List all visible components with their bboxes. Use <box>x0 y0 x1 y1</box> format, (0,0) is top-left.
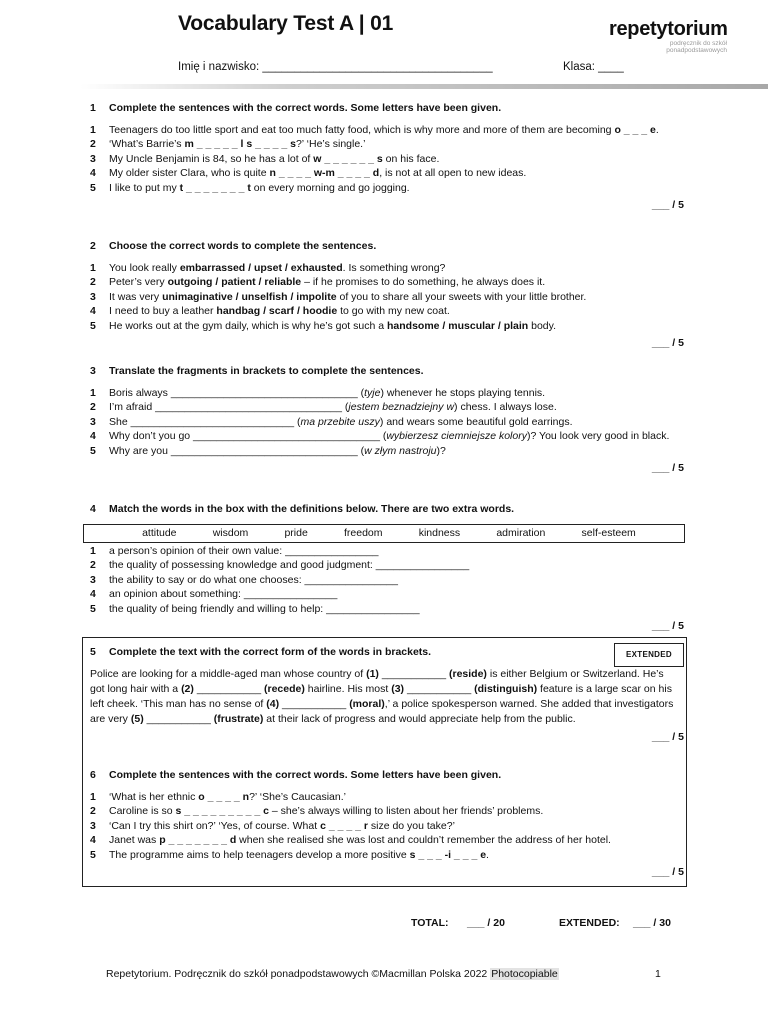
bold-fragment: s _ _ _ -i _ _ _ e <box>409 848 487 861</box>
text-fragment: My older sister Clara, who is quite <box>109 167 270 179</box>
text-fragment: ‘Can I try this shirt on?’ ‘Yes, of course. What <box>109 819 321 832</box>
item-number: 3 <box>90 819 96 832</box>
item-number: 3 <box>90 290 96 303</box>
header-divider <box>80 84 768 89</box>
exercise-item <box>90 386 684 401</box>
bold-fragment: c _ _ _ _ r <box>320 819 368 832</box>
text-fragment: . Is something wrong? <box>342 261 446 274</box>
text-fragment: You look really <box>109 261 180 274</box>
item-number: 5 <box>90 181 96 194</box>
bold-fragment: outgoing / patient / reliable <box>167 276 302 288</box>
text-fragment: She ____________________________ ( <box>109 415 301 428</box>
exercise-item <box>90 319 684 334</box>
bold-fragment: n _ _ _ _ w-m _ _ _ _ d <box>269 167 380 179</box>
exercise-items <box>90 123 684 196</box>
text-fragment: hairline. His most <box>304 682 392 695</box>
word-box-item: self-esteem <box>581 527 636 540</box>
text-fragment: at their lack of progress and would appreciate help from the public. <box>263 712 576 725</box>
text-fragment: ) whenever he stops playing tennis. <box>380 386 546 399</box>
exercise-items <box>90 386 684 459</box>
text-fragment: feature is a large scar on his left cheek. ‘This man has no sense of <box>90 682 672 710</box>
exercise-item <box>90 415 684 430</box>
item-number: 2 <box>90 401 96 413</box>
text-fragment: ?’ ‘He’s single.’ <box>295 138 366 150</box>
exercise-instruction <box>90 101 684 116</box>
text-fragment: ___________ <box>378 667 449 680</box>
student-name-field: Imię i nazwisko: ____________________________________ <box>178 61 493 73</box>
item-number: 1 <box>90 261 96 274</box>
text-fragment: . <box>486 848 489 861</box>
text-fragment: Police are looking for a middle-aged man whose country of <box>90 667 367 680</box>
text-fragment: is either Belgium or Switzerland. He’s got long hair with a <box>90 667 664 695</box>
text-fragment: the quality of being friendly and willing to help: ________________ <box>109 602 420 615</box>
word-box-item: pride <box>284 527 308 540</box>
text-fragment: ___________ <box>143 712 214 725</box>
bold-fragment: m _ _ _ _ _ l s _ _ _ _ s <box>184 138 296 150</box>
exercise-item <box>90 429 684 444</box>
bold-fragment: p _ _ _ _ _ _ _ d <box>159 834 237 846</box>
italic-fragment: ma przebite uszy <box>300 415 380 428</box>
word-box-item: kindness <box>418 527 461 540</box>
instruction-text: Choose the correct words to complete the sentences. <box>109 240 377 252</box>
exercise-number: 5 <box>90 646 96 658</box>
text-fragment: ‘What’s Barrie’s <box>109 138 185 150</box>
bold-fragment: unimaginative / unselfish / impolite <box>162 290 337 303</box>
bold-fragment: (3) <box>391 682 405 695</box>
exercise-item <box>90 587 684 602</box>
exercise-3 <box>90 364 684 476</box>
bold-fragment: (frustrate) <box>213 712 264 725</box>
text-fragment: My Uncle Benjamin is 84, so he has a lot of <box>109 152 314 165</box>
item-number: 4 <box>90 588 96 600</box>
extended-section-border <box>82 637 687 887</box>
extended-total-score: ___ / 30 <box>633 917 671 929</box>
exercise-item <box>90 400 684 415</box>
exercise-item <box>90 181 684 196</box>
bold-fragment: (distinguish) <box>474 682 538 695</box>
exercise-score: ___ / 5 <box>651 866 684 878</box>
item-number: 1 <box>90 123 96 136</box>
italic-fragment: tyje <box>364 386 381 399</box>
text-fragment: size do you take?’ <box>367 819 455 832</box>
exercise-number: 6 <box>90 769 96 781</box>
exercise-item <box>90 444 684 459</box>
exercise-item <box>90 123 684 138</box>
instruction-text: Match the words in the box with the definitions below. There are two extra words. <box>109 503 515 515</box>
item-number: 4 <box>90 305 96 317</box>
item-number: 2 <box>90 138 96 150</box>
item-number: 4 <box>90 430 96 442</box>
bold-fragment: o _ _ _ _ n <box>198 790 250 803</box>
text-fragment: the quality of possessing knowledge and good judgment: ________________ <box>109 559 470 571</box>
text-fragment: I’m afraid ________________________________ ( <box>109 401 349 413</box>
exercise-number: 1 <box>90 102 96 114</box>
text-fragment: – if he promises to do something, he always does it. <box>301 276 546 288</box>
page-number: 1 <box>655 968 661 980</box>
text-fragment: ?’ ‘She’s Caucasian.’ <box>249 790 346 803</box>
text-fragment: Caroline is so <box>109 805 176 817</box>
brand-logo <box>609 18 749 54</box>
item-number: 1 <box>90 790 96 803</box>
italic-fragment: w złym nastroju <box>364 444 437 457</box>
text-fragment: ,’ a police spokesperson warned. She added that investigators are very <box>90 697 674 725</box>
bold-fragment: (recede) <box>263 682 305 695</box>
photocopiable-label: Photocopiable <box>491 968 558 980</box>
exercise-items <box>90 544 684 617</box>
text-fragment: ___________ <box>404 682 475 695</box>
logo-subtitle-2: ponadpodstawowych <box>666 47 727 54</box>
instruction-text: Complete the sentences with the correct words. Some letters have been given. <box>109 102 502 114</box>
item-number: 3 <box>90 152 96 165</box>
item-number: 5 <box>90 602 96 615</box>
logo-text: repetytorium <box>609 18 728 40</box>
bold-fragment: (1) <box>366 667 379 680</box>
total-label: TOTAL: <box>411 917 449 929</box>
extended-badge: EXTENDED <box>614 643 684 667</box>
text-fragment: ) and wears some beautiful gold earrings. <box>379 415 573 428</box>
text-fragment: when she realised she was lost and couldn’t remember the address of her hotel. <box>236 834 611 846</box>
exercise-items <box>90 261 684 334</box>
text-fragment: )? <box>436 444 446 457</box>
footer-text: Repetytorium. Podręcznik do szkół ponadpodstawowych ©Macmillan Polska 2022 <box>106 968 491 980</box>
exercise-item <box>90 261 684 276</box>
text-fragment: an opinion about something: ________________ <box>109 588 338 600</box>
text-fragment: It was very <box>109 290 163 303</box>
bold-fragment: o _ _ _ e <box>614 123 656 136</box>
bold-fragment: (5) <box>130 712 144 725</box>
item-number: 5 <box>90 444 96 457</box>
bold-fragment: t _ _ _ _ _ _ _ t <box>179 181 251 194</box>
text-fragment: on his face. <box>382 152 440 165</box>
page-title: Vocabulary Test A | 01 <box>178 12 394 35</box>
italic-fragment: jestem beznadziejny w <box>348 401 455 413</box>
bold-fragment: (reside) <box>449 667 487 680</box>
word-box <box>83 524 685 543</box>
text-fragment: )? You look very good in black. <box>526 430 670 442</box>
text-fragment: ___________ <box>279 697 350 710</box>
exercise-number: 4 <box>90 503 96 515</box>
text-fragment: on every morning and go jogging. <box>250 181 410 194</box>
text-fragment: Boris always ________________________________ ( <box>109 386 365 399</box>
exercise-item <box>90 166 684 181</box>
text-fragment: , is not at all open to new ideas. <box>379 167 527 179</box>
text-fragment: body. <box>528 319 557 332</box>
bold-fragment: (2) <box>181 682 194 695</box>
text-fragment: I like to put my <box>109 181 180 194</box>
footer-copyright <box>106 967 559 982</box>
class-field: Klasa: ____ <box>563 61 624 73</box>
text-fragment: . <box>655 123 659 136</box>
exercise-2 <box>90 239 684 351</box>
text-fragment: Why don’t you go ________________________________ ( <box>109 430 387 442</box>
word-box-item: freedom <box>344 527 383 540</box>
bold-fragment: s _ _ _ _ _ _ _ _ _ c <box>175 805 269 817</box>
bold-fragment: handsome / muscular / plain <box>387 319 529 332</box>
instruction-text: Complete the sentences with the correct words. Some letters have been given. <box>109 769 502 781</box>
word-box-item: wisdom <box>212 527 249 540</box>
exercise-item <box>90 544 684 559</box>
text-fragment: of you to share all your sweets with your little brother. <box>336 290 587 303</box>
text-fragment: Janet was <box>109 834 160 846</box>
text-fragment: The programme aims to help teenagers develop a more positive <box>109 848 410 861</box>
extended-total-label: EXTENDED: <box>559 917 620 929</box>
exercise-instruction <box>90 364 684 379</box>
italic-fragment: wybierzesz ciemniejsze kolory <box>386 430 527 442</box>
item-number: 5 <box>90 848 96 861</box>
exercise-score: ___ / 5 <box>651 730 684 743</box>
item-number: 3 <box>90 415 96 428</box>
exercise-number: 2 <box>90 240 96 252</box>
bold-fragment: (4) <box>266 697 280 710</box>
text-fragment: – she’s always willing to listen about her friends’ problems. <box>268 805 544 817</box>
exercise-item <box>90 573 684 588</box>
text-fragment: ___________ <box>193 682 264 695</box>
exercise-item <box>90 152 684 167</box>
text-fragment: ‘What is her ethnic <box>109 790 199 803</box>
exercise-item <box>90 304 684 319</box>
item-number: 3 <box>90 573 96 586</box>
item-number: 2 <box>90 559 96 571</box>
bold-fragment: (moral) <box>349 697 385 710</box>
exercise-1 <box>90 101 684 213</box>
exercise-item <box>90 602 684 617</box>
text-fragment: ) chess. I always lose. <box>454 401 557 413</box>
logo-subtitle-1: podręcznik do szkół <box>669 40 727 47</box>
item-number: 1 <box>90 386 96 399</box>
exercise-instruction <box>90 239 684 254</box>
text-fragment: Peter’s very <box>109 276 168 288</box>
exercise-item <box>90 290 684 305</box>
exercise-score: ___ / 5 <box>651 462 684 474</box>
item-number: 2 <box>90 276 96 288</box>
exercise-item <box>90 558 684 573</box>
text-fragment: a person’s opinion of their own value: ________________ <box>109 544 379 557</box>
item-number: 4 <box>90 167 96 179</box>
instruction-text: Complete the text with the correct form of the words in brackets. <box>109 646 432 658</box>
text-fragment: Teenagers do too little sport and eat too much fatty food, which is why more and more of them are becoming <box>109 123 615 136</box>
exercise-score: ___ / 5 <box>651 199 684 211</box>
bold-fragment: embarrassed / upset / exhausted <box>179 261 343 274</box>
text-fragment: to go with my new coat. <box>337 305 450 317</box>
text-fragment: the ability to say or do what one chooses: ________________ <box>109 573 398 586</box>
word-box-item: attitude <box>142 527 177 540</box>
word-box-item: admiration <box>496 527 546 540</box>
text-fragment: He works out at the gym daily, which is why he’s got such a <box>109 319 387 332</box>
exercise-score: ___ / 5 <box>651 620 684 632</box>
item-number: 2 <box>90 805 96 817</box>
exercise-score: ___ / 5 <box>651 337 684 349</box>
exercise-4 <box>90 502 684 634</box>
exercise-item <box>90 275 684 290</box>
text-fragment: Why are you ________________________________ ( <box>109 444 365 457</box>
text-fragment: I need to buy a leather <box>109 305 217 317</box>
item-number: 4 <box>90 834 96 846</box>
item-number: 5 <box>90 319 96 332</box>
exercise-item <box>90 137 684 152</box>
item-number: 1 <box>90 544 96 557</box>
total-score: ___ / 20 <box>467 917 505 929</box>
exercise-instruction <box>90 502 684 517</box>
instruction-text: Translate the fragments in brackets to complete the sentences. <box>109 365 424 377</box>
bold-fragment: w _ _ _ _ _ _ s <box>313 152 383 165</box>
bold-fragment: handbag / scarf / hoodie <box>216 305 338 317</box>
exercise-number: 3 <box>90 365 96 377</box>
